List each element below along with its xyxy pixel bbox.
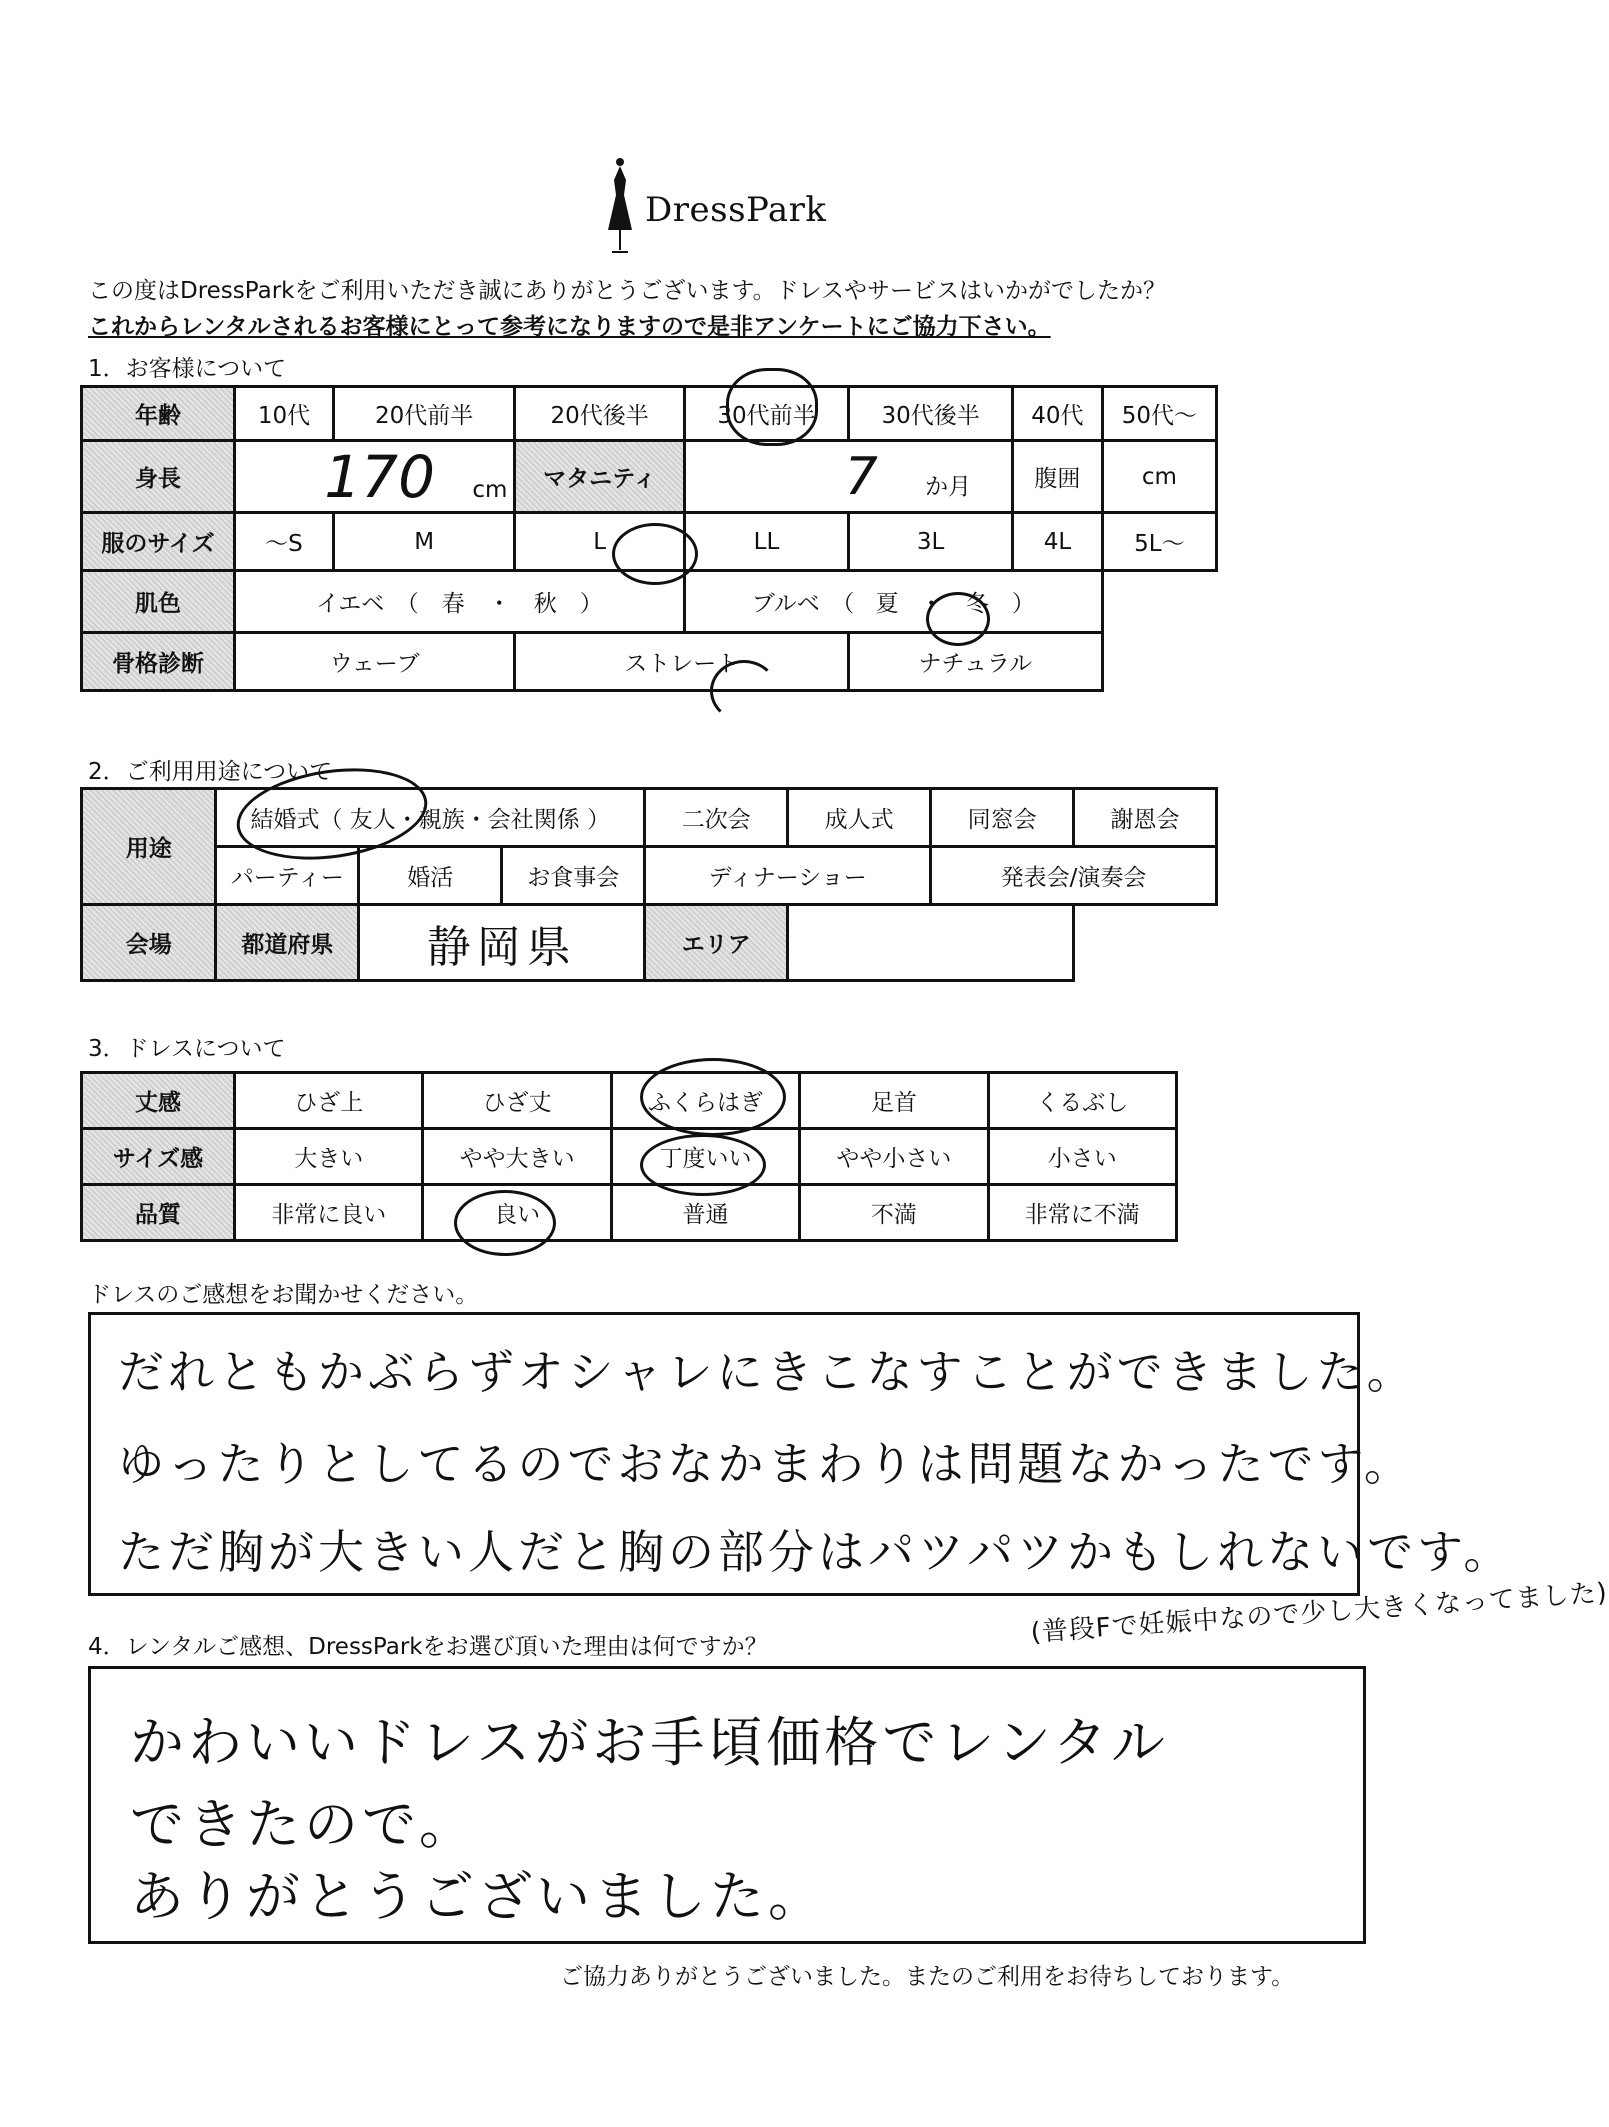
footer-thanks: ご協力ありがとうございました。またのご利用をお待ちしております。 [560, 1964, 1295, 1990]
age-option[interactable]: 20代前半 [333, 387, 514, 441]
maternity-value: 7 [844, 446, 878, 507]
length-option[interactable]: ひざ丈 [423, 1073, 611, 1129]
section2-title: 2．ご利用用途について [88, 759, 333, 785]
usage-option[interactable]: 結婚式（ 友人・親族・会社関係 ） [216, 789, 645, 847]
comment-prompt: ドレスのご感想をお聞かせください。 [88, 1282, 479, 1308]
brand-name: DressPark [645, 190, 827, 230]
age-option[interactable]: 30代後半 [849, 387, 1013, 441]
answer-line: ありがとうございました。 [130, 1865, 826, 1928]
comment-line: ただ胸が大きい人だと胸の部分はパツパツかもしれないです。 [118, 1525, 1514, 1579]
section3-title: 3．ドレスについて [88, 1036, 286, 1062]
quality-option[interactable]: 良い [423, 1185, 611, 1241]
empty-cell [1102, 571, 1216, 633]
maternity-label: マタニティ [515, 441, 685, 513]
usage-option[interactable]: お食事会 [502, 847, 645, 905]
venue-label: 会場 [82, 905, 216, 981]
bone-option[interactable]: ストレート [515, 633, 849, 691]
length-label: 丈感 [82, 1073, 235, 1129]
answer-line: かわいいドレスがお手頃価格でレンタル [130, 1711, 1169, 1774]
selected-size-circle [612, 523, 698, 585]
height-unit: cm [472, 476, 508, 503]
fit-option[interactable]: やや小さい [800, 1129, 988, 1185]
month-unit: か月 [925, 473, 972, 500]
prefecture-label: 都道府県 [216, 905, 359, 981]
age-option[interactable]: 10代 [235, 387, 334, 441]
age-option[interactable]: 30代前半 [684, 387, 848, 441]
size-option[interactable]: 4L [1013, 513, 1103, 571]
size-option[interactable]: L [515, 513, 685, 571]
length-option[interactable]: 足首 [800, 1073, 988, 1129]
selected-age-circle [726, 368, 818, 446]
size-option[interactable]: ～S [235, 513, 334, 571]
usage-option[interactable]: 婚活 [359, 847, 502, 905]
usage-option[interactable]: 成人式 [788, 789, 931, 847]
quality-option[interactable]: 普通 [611, 1185, 799, 1241]
prefecture-field[interactable] [359, 905, 645, 981]
size-option[interactable]: 5L～ [1102, 513, 1216, 571]
skin-blue-option[interactable] [684, 571, 1102, 633]
answer-line: できたので。 [130, 1793, 477, 1856]
usage-option[interactable]: 謝恩会 [1074, 789, 1217, 847]
waist-unit[interactable]: cm [1102, 441, 1216, 513]
quality-option[interactable]: 不満 [800, 1185, 988, 1241]
brand-logo [600, 150, 900, 260]
bone-option[interactable]: ナチュラル [849, 633, 1103, 691]
comment-note: (普段Fで妊娠中なので少し大きくなってました) [1029, 1577, 1609, 1649]
fit-option[interactable]: やや大きい [423, 1129, 611, 1185]
fit-option[interactable]: 小さい [988, 1129, 1176, 1185]
skin-blue-suffix: ・ 冬 ） [919, 591, 1035, 617]
size-option[interactable]: M [333, 513, 514, 571]
usage-option[interactable]: 発表会/演奏会 [931, 847, 1217, 905]
area-field[interactable] [788, 905, 1074, 981]
maternity-field[interactable] [684, 441, 1012, 513]
fit-option[interactable]: 丁度いい [611, 1129, 799, 1185]
age-option[interactable]: 50代～ [1102, 387, 1216, 441]
length-option[interactable]: ふくらはぎ [611, 1073, 799, 1129]
section4-title: 4．レンタルご感想、DressParkをお選び頂いた理由は何ですか？ [88, 1634, 768, 1660]
area-label: エリア [645, 905, 788, 981]
section1-title: 1．お客様について [88, 356, 287, 382]
size-label: 服のサイズ [82, 513, 235, 571]
quality-option[interactable]: 非常に良い [235, 1185, 423, 1241]
age-label: 年齢 [82, 387, 235, 441]
selected-length-circle [640, 1058, 786, 1136]
usage-option[interactable]: ディナーショー [645, 847, 931, 905]
waist-label: 腹囲 [1013, 441, 1103, 513]
skin-blue-prefix: ブルベ （ [751, 591, 855, 617]
size-option[interactable]: LL [684, 513, 848, 571]
usage-label: 用途 [82, 789, 216, 905]
selected-quality-circle [454, 1190, 556, 1256]
bone-option[interactable]: ウェーブ [235, 633, 515, 691]
usage-option[interactable]: 同窓会 [931, 789, 1074, 847]
length-option[interactable]: くるぶし [988, 1073, 1176, 1129]
length-option[interactable]: ひざ上 [235, 1073, 423, 1129]
height-value: 170 [324, 442, 435, 511]
usage-option[interactable]: パーティー [216, 847, 359, 905]
size-option[interactable]: 3L [849, 513, 1013, 571]
bone-label: 骨格診断 [82, 633, 235, 691]
prefecture-value: 静岡県 [426, 921, 577, 973]
height-field[interactable] [235, 441, 515, 513]
skin-yellow-option[interactable]: イエベ （ 春 ・ 秋 ） [235, 571, 685, 633]
intro-text: この度はDressParkをご利用いただき誠にありがとうございます。ドレスやサービスはいかがでしたか？ [88, 278, 1166, 304]
skin-blue-summer[interactable]: 夏 [875, 591, 899, 617]
comment-line: だれともかぶらずオシャレにきこなすことができました。 [118, 1345, 1417, 1399]
empty-cell [1074, 905, 1217, 981]
selected-bone-mark [710, 660, 778, 722]
selected-fit-circle [640, 1134, 766, 1196]
dress-table [80, 1071, 1178, 1242]
selected-skin-circle [926, 592, 990, 646]
age-option[interactable]: 20代後半 [515, 387, 685, 441]
quality-option[interactable]: 非常に不満 [988, 1185, 1176, 1241]
empty-cell [1102, 633, 1216, 691]
comment-line: ゆったりとしてるのでおなかまわりは問題なかったです。 [118, 1437, 1414, 1491]
usage-option[interactable]: 二次会 [645, 789, 788, 847]
dress-mannequin-icon [600, 150, 640, 260]
skin-label: 肌色 [82, 571, 235, 633]
age-option[interactable]: 40代 [1013, 387, 1103, 441]
quality-label: 品質 [82, 1185, 235, 1241]
request-text: これからレンタルされるお客様にとって参考になりますので是非アンケートにご協力下さい。 [88, 314, 1051, 340]
fit-option[interactable]: 大きい [235, 1129, 423, 1185]
height-label: 身長 [82, 441, 235, 513]
fit-label: サイズ感 [82, 1129, 235, 1185]
